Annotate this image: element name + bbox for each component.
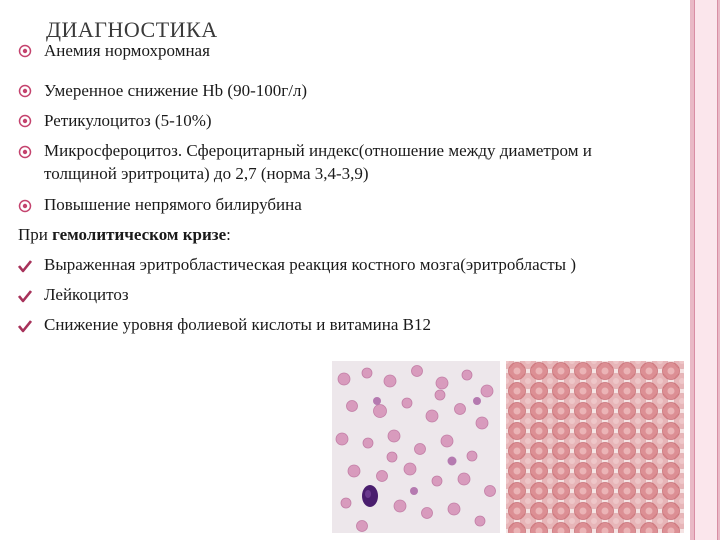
blood-smear-normal-image (506, 361, 684, 533)
bullet-item: Умеренное снижение Hb (90-100г/л) (44, 81, 308, 100)
target-bullet-icon (18, 44, 32, 58)
crisis-item: Выраженная эритробластическая реакция костного мозга(эритробласты ) (44, 255, 576, 274)
crisis-item: Лейкоцитоз (44, 285, 129, 304)
bullet-item: Ретикулоцитоз (5-10%) (44, 111, 212, 130)
bullet-item: Повышение непрямого билирубина (44, 195, 302, 214)
target-bullet-icon (18, 199, 32, 213)
checkmark-bullet-icon (18, 319, 32, 333)
target-bullet-icon (18, 145, 32, 159)
crisis-item: Снижение уровня фолиевой кислоты и витамина В12 (44, 315, 431, 334)
bullet-item: Анемия нормохромная (44, 41, 210, 60)
bullet-item-continuation: толщиной эритроцита) до 2,7 (норма 3,4-3,9) (44, 164, 369, 183)
target-bullet-icon (18, 84, 32, 98)
slide-title: ДИАГНОСТИКА (46, 17, 218, 42)
checkmark-bullet-icon (18, 289, 32, 303)
decorative-border (690, 0, 720, 540)
bullet-item: Микросфероцитоз. Сфероцитарный индекс(отношение между диаметром и (44, 141, 592, 160)
checkmark-bullet-icon (18, 259, 32, 273)
crisis-heading: При гемолитическом кризе: (18, 225, 231, 244)
target-bullet-icon (18, 114, 32, 128)
blood-smear-spherocytes-image (332, 361, 500, 533)
